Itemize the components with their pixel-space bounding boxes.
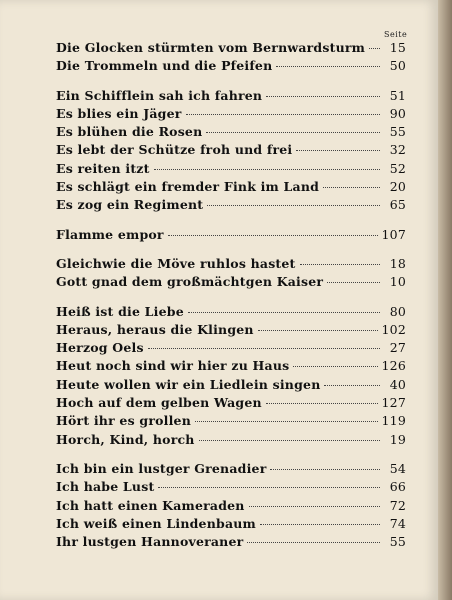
dot-leader (327, 281, 380, 283)
entry-title: Es lebt der Schütze froh und frei (56, 142, 293, 158)
dot-leader (249, 505, 380, 507)
toc-entry (56, 516, 406, 534)
entry-title: Es reiten itzt (56, 160, 150, 176)
dot-leader (154, 168, 380, 170)
entry-page-number: 18 (389, 255, 406, 271)
dot-leader (199, 439, 380, 441)
group-gap (56, 450, 406, 461)
toc-entry (56, 432, 406, 450)
entry-title: Heraus, heraus die Klingen (56, 321, 254, 337)
dot-leader (369, 47, 380, 49)
entry-title: Ein Schifflein sah ich fahren (56, 87, 263, 103)
entry-page-number: 40 (389, 376, 406, 392)
entry-page-number: 65 (389, 197, 406, 213)
entry-title: Heute wollen wir ein Liedlein singen (56, 376, 321, 392)
table-of-contents (56, 40, 406, 552)
entry-title: Flamme empor (56, 226, 164, 242)
entry-page-number: 55 (389, 124, 406, 140)
entry-page-number: 126 (381, 358, 406, 374)
toc-entry (56, 256, 406, 274)
toc-entry (56, 395, 406, 413)
entry-page-number: 20 (389, 179, 406, 195)
entry-title: Es schlägt ein fremder Fink im Land (56, 179, 320, 195)
toc-entry (56, 479, 406, 497)
dot-leader (296, 149, 380, 151)
entry-page-number: 19 (389, 431, 406, 447)
page-column-header: Seite (384, 30, 408, 39)
entry-page-number: 15 (389, 40, 406, 55)
entry-page-number: 66 (389, 479, 406, 495)
toc-entry (56, 498, 406, 516)
toc-entry (56, 40, 406, 58)
entry-title: Ich habe Lust (56, 479, 155, 495)
entry-page-number: 119 (381, 413, 406, 429)
dot-leader (324, 384, 380, 386)
toc-entry (56, 304, 406, 322)
entry-title: Heiß ist die Liebe (56, 303, 184, 319)
entry-title: Ich weiß einen Lindenbaum (56, 515, 256, 531)
dot-leader (266, 402, 378, 404)
toc-entry (56, 377, 406, 395)
entry-page-number: 50 (389, 58, 406, 74)
toc-entry (56, 227, 406, 245)
dot-leader (266, 95, 380, 97)
entry-title: Es blies ein Jäger (56, 105, 182, 121)
entry-title: Ich hatt einen Kameraden (56, 497, 245, 513)
entry-title: Ihr lustgen Hannoveraner (56, 534, 244, 550)
toc-entry (56, 124, 406, 142)
entry-page-number: 127 (381, 395, 406, 411)
toc-entry (56, 534, 406, 552)
dot-leader (276, 65, 380, 67)
group-gap (56, 216, 406, 227)
page-edge (438, 0, 452, 600)
toc-entry (56, 340, 406, 358)
dot-leader (260, 523, 380, 525)
entry-page-number: 55 (389, 534, 406, 550)
dot-leader (206, 131, 380, 133)
dot-leader (293, 365, 377, 367)
group-gap (56, 293, 406, 304)
dot-leader (158, 486, 380, 488)
dot-leader (207, 204, 380, 206)
group-gap (56, 77, 406, 88)
dot-leader (186, 113, 380, 115)
entry-title: Gleichwie die Möve ruhlos hastet (56, 255, 296, 271)
toc-entry (56, 461, 406, 479)
entry-page-number: 51 (389, 87, 406, 103)
toc-entry (56, 106, 406, 124)
entry-title: Horch, Kind, horch (56, 431, 195, 447)
entry-page-number: 102 (381, 321, 406, 337)
entry-title: Hoch auf dem gelben Wagen (56, 395, 262, 411)
toc-entry (56, 413, 406, 431)
entry-title: Es zog ein Regiment (56, 197, 204, 213)
entry-title: Es blühen die Rosen (56, 124, 203, 140)
dot-leader (148, 347, 380, 349)
toc-entry (56, 358, 406, 376)
entry-page-number: 80 (389, 303, 406, 319)
toc-entry (56, 322, 406, 340)
toc-entry (56, 88, 406, 106)
group-gap (56, 245, 406, 256)
toc-entry (56, 161, 406, 179)
entry-page-number: 74 (389, 515, 406, 531)
dot-leader (168, 234, 378, 236)
entry-page-number: 72 (389, 497, 406, 513)
entry-page-number: 32 (389, 142, 406, 158)
dot-leader (300, 263, 380, 265)
dot-leader (195, 420, 378, 422)
entry-title: Hört ihr es grollen (56, 413, 191, 429)
dot-leader (258, 329, 378, 331)
toc-entry (56, 142, 406, 160)
entry-title: Ich bin ein lustger Grenadier (56, 460, 267, 476)
entry-title: Die Glocken stürmten vom Bernwardsturm (56, 40, 366, 55)
entry-title: Heut noch sind wir hier zu Haus (56, 358, 290, 374)
toc-entry (56, 179, 406, 197)
entry-page-number: 52 (389, 160, 406, 176)
toc-entry (56, 197, 406, 215)
dot-leader (188, 311, 380, 313)
entry-page-number: 54 (389, 460, 406, 476)
entry-page-number: 90 (389, 105, 406, 121)
entry-page-number: 27 (389, 340, 406, 356)
toc-entry (56, 58, 406, 76)
dot-leader (270, 468, 380, 470)
dot-leader (247, 541, 380, 543)
entry-title: Herzog Oels (56, 340, 144, 356)
entry-title: Die Trommeln und die Pfeifen (56, 58, 273, 74)
entry-page-number: 10 (389, 274, 406, 290)
entry-title: Gott gnad dem großmächtgen Kaiser (56, 274, 324, 290)
entry-page-number: 107 (381, 226, 406, 242)
toc-entry (56, 274, 406, 292)
dot-leader (323, 186, 380, 188)
